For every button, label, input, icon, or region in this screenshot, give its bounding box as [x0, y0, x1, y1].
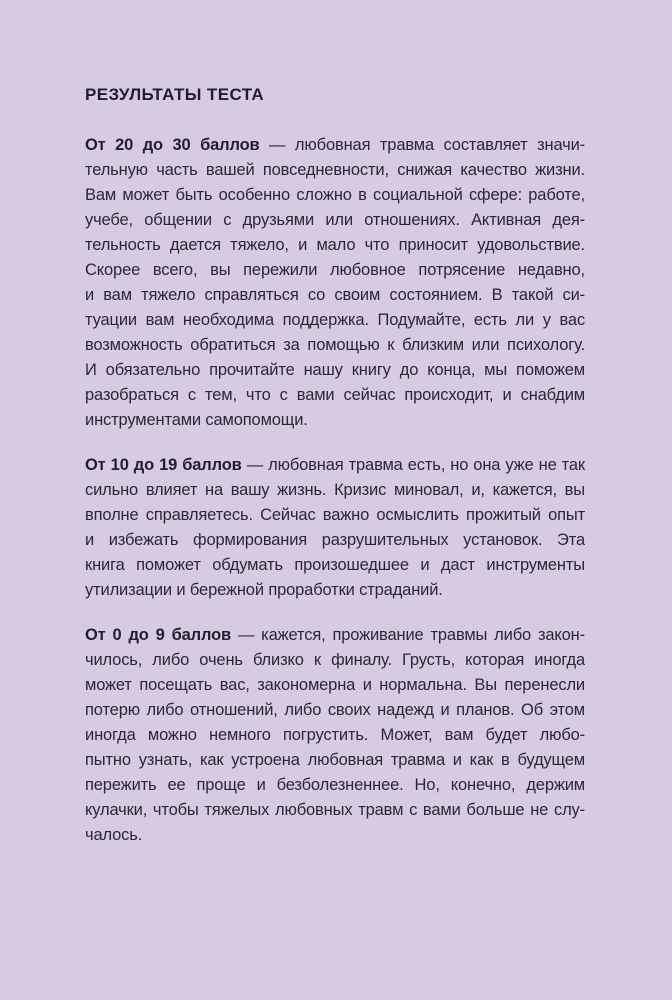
text-line: чилось, либо очень близко к финалу. Грусть, которая иногда [85, 651, 585, 669]
text-line: пытно узнать, как устроена любовная травма и как в будущем [85, 751, 585, 769]
text-line: книга поможет обдумать произошедшее и даст инструменты [85, 556, 585, 574]
text-line: и вам тяжело справляться со своим состоянием. В такой си- [85, 286, 585, 304]
score-range-label: От 10 до 19 баллов [85, 456, 242, 474]
text-line: сильно влияет на вашу жизнь. Кризис миновал, и, кажется, вы [85, 481, 585, 499]
text-line: тельную часть вашей повседневности, снижая качество жизни. [85, 161, 585, 179]
text-line: разобраться с тем, что с вами сейчас происходит, и снабдим [85, 386, 585, 404]
text-line: И обязательно прочитайте нашу книгу до конца, мы поможем [85, 361, 585, 379]
text-line: вполне справляетесь. Сейчас важно осмыслить прожитый опыт [85, 506, 585, 524]
text-line: туации вам необходима поддержка. Подумайте, есть ли у вас [85, 311, 585, 329]
text-line: От 0 до 9 баллов — кажется, проживание травмы либо закон- [85, 626, 585, 644]
text-line: потерю либо отношений, либо своих надежд и планов. Об этом [85, 701, 585, 719]
text-line: иногда можно немного погрустить. Может, вам будет любо- [85, 726, 585, 744]
text-line: и избежать формирования разрушительных установок. Эта [85, 531, 585, 549]
page-title: РЕЗУЛЬТАТЫ ТЕСТА [85, 85, 265, 104]
text-line: Скорее всего, вы пережили любовное потрясение недавно, [85, 261, 585, 279]
text-line: От 10 до 19 баллов — любовная травма есть, но она уже не так [85, 456, 585, 474]
text-line: кулачки, чтобы тяжелых любовных травм с вами больше не слу- [85, 801, 585, 819]
score-range-label: От 0 до 9 баллов [85, 626, 231, 644]
text-line: утилизации и бережной проработки страданий. [85, 581, 443, 599]
text-line: инструментами самопомощи. [85, 411, 308, 429]
text-line: чалось. [85, 826, 143, 844]
score-range-label: От 20 до 30 баллов [85, 136, 260, 154]
text-line: возможность обратиться за помощью к близким или психологу. [85, 336, 585, 354]
text-line: Вам может быть особенно сложно в социальной сфере: работе, [85, 186, 585, 204]
score-range-paragraph [85, 133, 585, 433]
score-range-paragraph [85, 623, 585, 848]
text-line: От 20 до 30 баллов — любовная травма составляет значи- [85, 136, 585, 154]
text-line: может посещать вас, закономерна и нормальна. Вы перенесли [85, 676, 585, 694]
text-line: тельность дается тяжело, и мало что приносит удовольствие. [85, 236, 585, 254]
text-line: пережить ее проще и безболезненнее. Но, конечно, держим [85, 776, 585, 794]
score-range-paragraphs [85, 133, 585, 848]
score-range-paragraph [85, 453, 585, 603]
test-results-section [85, 85, 585, 848]
text-line: учебе, общении с друзьями или отношениях. Активная дея- [85, 211, 585, 229]
